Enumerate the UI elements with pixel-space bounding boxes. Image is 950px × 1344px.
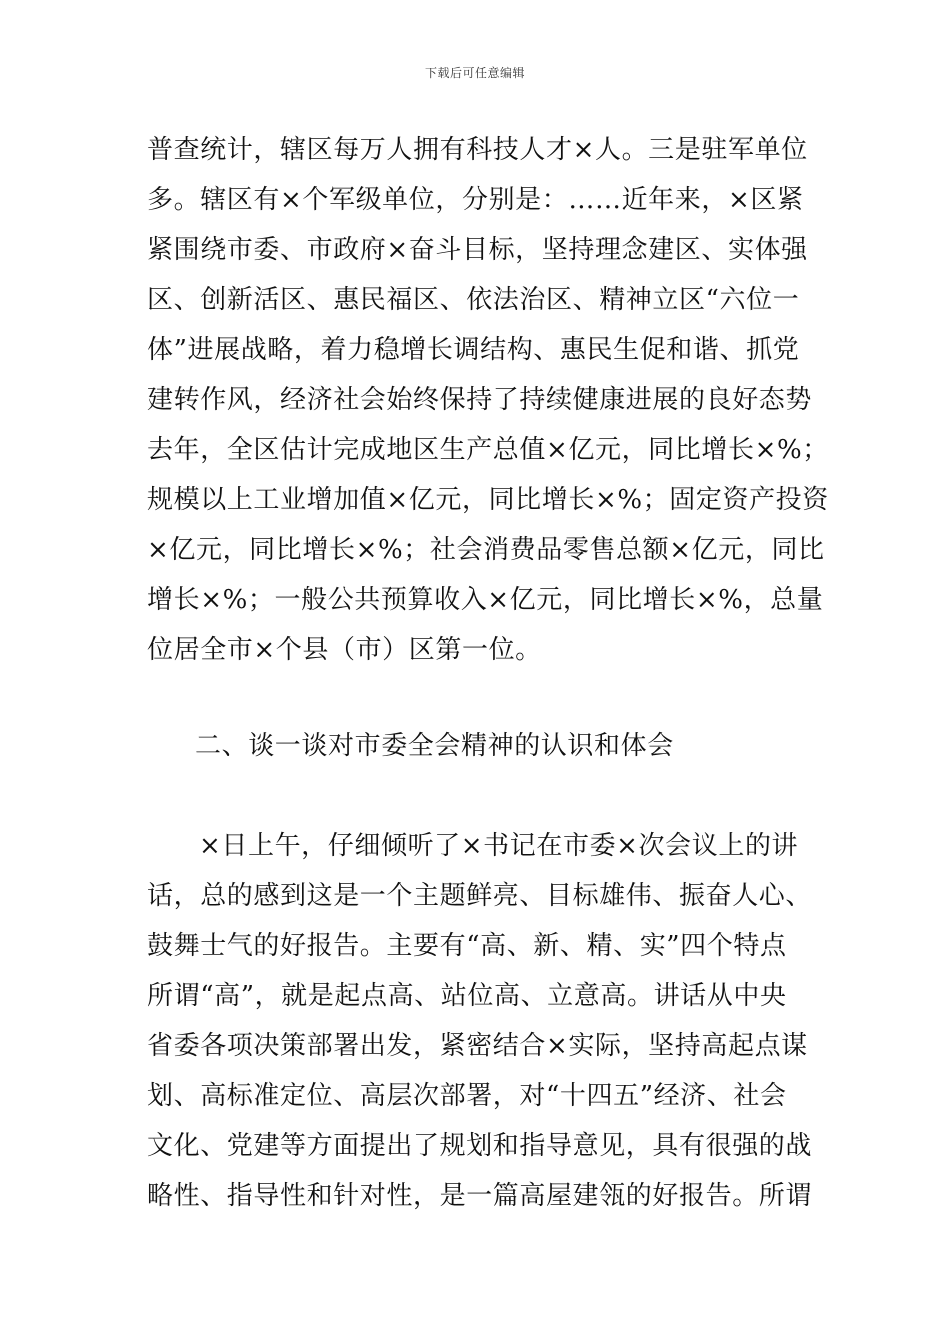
paragraph-line: 去年，全区估计完成地区生产总值×亿元，同比增长×%； (147, 435, 829, 465)
paragraph-line: 所谓“高”，就是起点高、站位高、立意高。讲话从中央 (147, 981, 787, 1011)
paragraph-line: 省委各项决策部署出发，紧密结合×实际，坚持高起点谋 (147, 1031, 808, 1061)
paragraph-line: 鼓舞士气的好报告。主要有“高、新、精、实”四个特点 (147, 931, 787, 961)
paragraph-line: 位居全市×个县（市）区第一位。 (147, 635, 542, 665)
page-header-note: 下载后可任意编辑 (424, 66, 525, 80)
paragraph-line: 话，总的感到这是一个主题鲜亮、目标雄伟、振奋人心、 (147, 881, 813, 911)
paragraph-line: 多。辖区有×个军级单位，分别是：……近年来，×区紧 (147, 185, 804, 215)
section-heading: 二、谈一谈对市委全会精神的认识和体会 (195, 731, 674, 761)
paragraph-line: 增长×%；一般公共预算收入×亿元，同比增长×%，总量 (147, 585, 824, 615)
paragraph-line: 体”进展战略，着力稳增长调结构、惠民生促和谐、抓党 (147, 335, 800, 365)
paragraph-line: ×日上午，仔细倾听了×书记在市委×次会议上的讲 (199, 831, 799, 861)
paragraph-line: 文化、党建等方面提出了规划和指导意见，具有很强的战 (147, 1131, 813, 1161)
paragraph-line: 紧围绕市委、市政府×奋斗目标，坚持理念建区、实体强 (147, 235, 808, 265)
paragraph-line: ×亿元，同比增长×%；社会消费品零售总额×亿元，同比 (147, 535, 825, 565)
paragraph-line: 规模以上工业增加值×亿元，同比增长×%；固定资产投资 (147, 485, 829, 515)
body-paragraph-2 (147, 821, 813, 1221)
paragraph-line: 建转作风，经济社会始终保持了持续健康进展的良好态势 (147, 385, 813, 415)
paragraph-line: 划、高标准定位、高层次部署，对“十四五”经济、社会 (147, 1081, 787, 1111)
body-paragraph-1 (147, 125, 829, 675)
paragraph-line: 略性、指导性和针对性，是一篇高屋建瓴的好报告。所谓 (147, 1181, 813, 1211)
paragraph-line: 区、创新活区、惠民福区、依法治区、精神立区“六位一 (147, 285, 800, 315)
paragraph-line: 普查统计，辖区每万人拥有科技人才×人。三是驻军单位 (147, 135, 808, 165)
